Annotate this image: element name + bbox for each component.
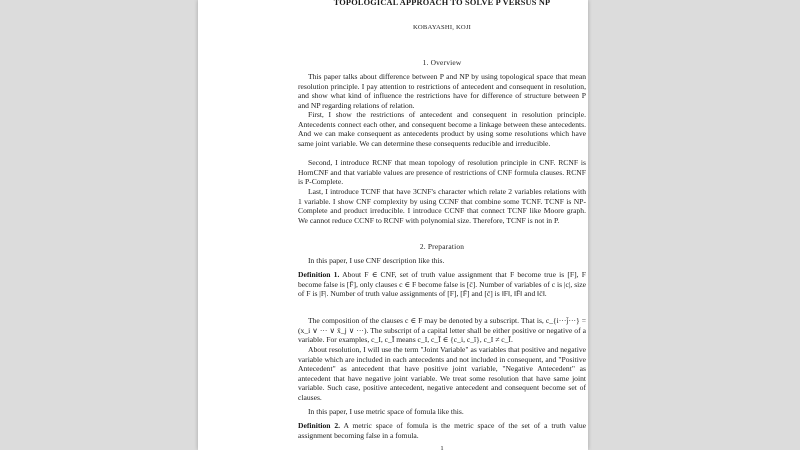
paper-page (198, 0, 588, 450)
paper-author: KOBAYASHI, KOJI (412, 24, 472, 31)
composition-paragraph: The composition of the clauses c ∈ F may be denoted by a subscript. That is, c_{i···j̄···} = (x_i ∨ ··· ∨ x̄_j ∨ ···). The subscript of a capital letter shall be either positive or negative of a variable. For examples, c_I, c_Ī means c_I, c_Ī ∈ {c_i, c_ī}, c_I ≠ c_Ī. (298, 316, 586, 345)
resolution-paragraph: About resolution, I will use the term "Joint Variable" as variables that positive and negative variable which are included in each antecedents and not included in consequent, and "Positive Antecedent" as antecedent that have positive joint variable, "Negative Antecedent" as antecedent that have negative joint variable. We treat some resolution that have same joint variable. Such case, positive antecedent, negative antecedent and consequent become set of clauses. (298, 345, 586, 402)
overview-paragraph-1: This paper talks about difference between P and NP by using topological space that mean resolution principle. I pay attention to restrictions of antecedent and consequent in resolution, and show what kind of influence the restrictions have for difference of structure between P and NP regarding relations of relation. (298, 72, 586, 110)
paper-title: TOPOLOGICAL APPROACH TO SOLVE P VERSUS NP (333, 0, 551, 7)
section-heading-preparation: 2. Preparation (419, 242, 465, 251)
definition-1-text: About F ∈ CNF, set of truth value assignment that F become true is [F], F become false is [F̄], only clauses c ∈ F become false is [c̄]. Number of variables of c is |c|, size of F is |F|. Number of truth value assignments of [F], [F̄] and [c̄] is ‖F‖, ‖F̄‖ and ‖c̄‖. (298, 270, 586, 299)
definition-1 (298, 270, 586, 299)
metric-paragraph: In this paper, I use metric space of fomula like this. (308, 407, 464, 416)
definition-1-label: Definition 1. (298, 270, 340, 279)
overview-paragraph-2: First, I show the restrictions of antecedent and consequent in resolution principle. Antecedents connect each other, and consequent become a linkage between these antecedents. And we can make consequent as antecedents product by using some resolutions which have same joint variable. We can determine these consequents reducible and irreducible. (298, 110, 586, 148)
preparation-intro: In this paper, I use CNF description like this. (308, 256, 445, 265)
page-number: 1 (440, 445, 444, 450)
definition-2 (298, 421, 586, 440)
section-heading-overview: 1. Overview (422, 58, 462, 67)
overview-paragraph-3: Second, I introduce RCNF that mean topology of resolution principle in CNF. RCNF is HornCNF and that variable values are presence of restrictions of CNF formula clauses. RCNF is P-Complete. (298, 158, 586, 187)
definition-2-label: Definition 2. (298, 421, 341, 430)
definition-2-text: A metric space of fomula is the metric space of the set of a truth value assignment becoming false in a fomula. (298, 421, 586, 440)
overview-paragraph-4: Last, I introduce TCNF that have 3CNF's character which relate 2 variables relations with 1 variable. I show CNF complexity by using CCNF that combine some TCNF. TCNF is NP-Complete and product irreducible. I introduce CCNF that connect TCNF like Moore graph. We cannot reduce CCNF to RCNF with polynomial size. Therefore, TCNF is not in P. (298, 187, 586, 225)
